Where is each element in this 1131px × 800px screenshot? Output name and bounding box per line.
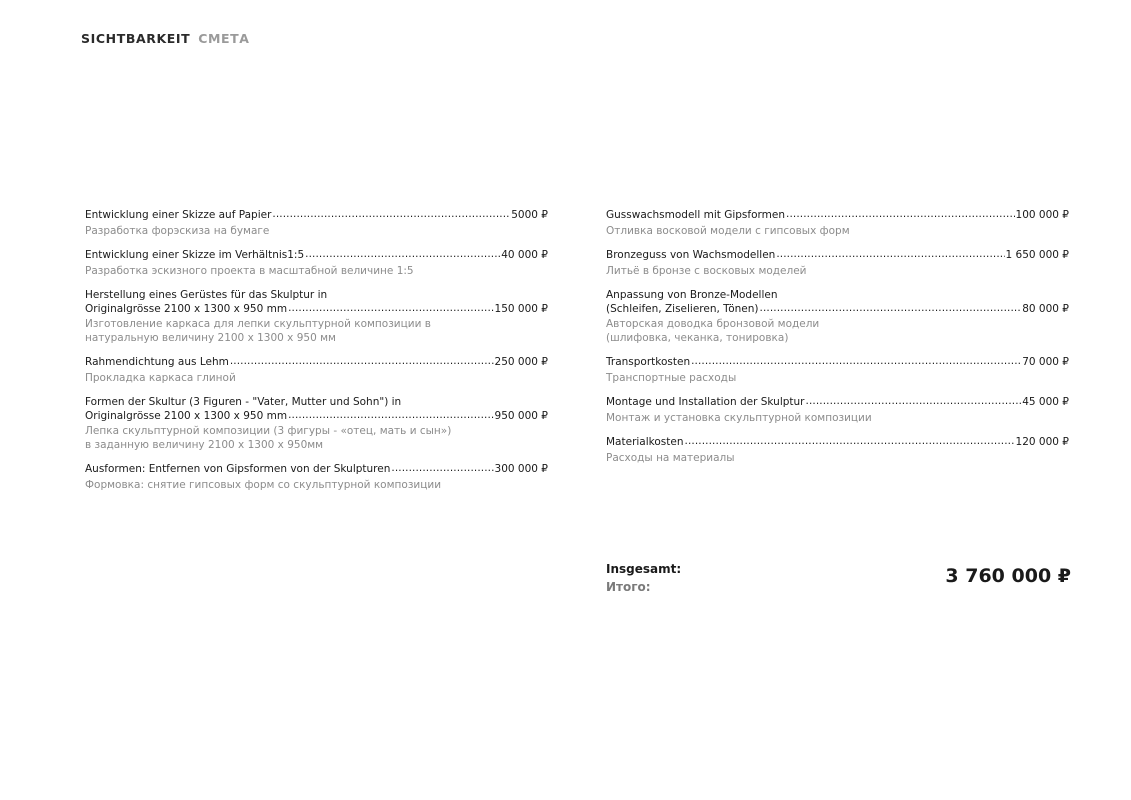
item-description-ru: Лепка скульптурной композиции (3 фигуры - «отец, мать и сын»): [85, 425, 452, 437]
dot-leader: [288, 409, 493, 423]
total-label-ru: Итого:: [606, 580, 651, 594]
item-description-ru: Отливка восковой модели с гипсовых форм: [606, 224, 850, 237]
item-description-ru: Изготовление каркаса для лепки скульптурной композиции в: [85, 318, 431, 330]
estimate-column-right: [606, 209, 1069, 476]
estimate-item: [85, 289, 548, 345]
item-price-line: [85, 356, 548, 370]
item-price: 250 000 ₽: [494, 356, 548, 368]
item-description-de: Bronzeguss von Wachsmodellen: [606, 249, 776, 261]
item-price-line: [85, 303, 548, 317]
item-description-de: Herstellung eines Gerüstes für das Skulptur in: [85, 289, 328, 301]
total-block: [606, 561, 1071, 597]
item-description-ru: Монтаж и установка скульптурной композиции: [606, 411, 872, 424]
item-price: 45 000 ₽: [1022, 396, 1069, 408]
item-price-line: [85, 249, 548, 263]
item-price-line: [85, 410, 548, 424]
item-description-de: Originalgrösse 2100 x 1300 x 950 mm: [85, 302, 288, 315]
dot-leader: [760, 302, 1022, 316]
item-description-de: Entwicklung einer Skizze im Verhältnis1:5: [85, 249, 305, 261]
page-header: [81, 31, 250, 46]
item-price-line: [606, 436, 1069, 450]
item-description-de: Entwicklung einer Skizze auf Papier: [85, 209, 272, 221]
estimate-column-left: [85, 209, 548, 503]
item-description-de: (Schleifen, Ziselieren, Tönen): [606, 302, 759, 315]
item-description-ru: Разработка эскизного проекта в масштабной величине 1:5: [85, 264, 414, 277]
estimate-item: [85, 356, 548, 385]
dot-leader: [786, 208, 1015, 222]
item-description-ru: натуральную величину 2100 х 1300 х 950 мм: [85, 331, 336, 344]
item-description-de: Ausformen: Entfernen von Gipsformen von der Skulpturen: [85, 463, 391, 475]
dot-leader: [272, 208, 510, 222]
item-description-de: Originalgrösse 2100 x 1300 x 950 mm: [85, 409, 288, 422]
item-price: 950 000 ₽: [494, 409, 548, 422]
estimate-item: [606, 356, 1069, 385]
dot-leader: [776, 248, 1004, 262]
total-label-de: Insgesamt:: [606, 562, 682, 576]
item-price-line: [606, 356, 1069, 370]
item-description-ru: (шлифовка, чеканка, тонировка): [606, 331, 789, 344]
dot-leader: [691, 355, 1021, 369]
estimate-item: [606, 249, 1069, 278]
estimate-item: [606, 436, 1069, 465]
dot-leader: [685, 435, 1015, 449]
item-price: 300 000 ₽: [494, 463, 548, 475]
item-price: 5000 ₽: [511, 209, 548, 221]
item-price: 120 000 ₽: [1015, 436, 1069, 448]
item-price: 40 000 ₽: [501, 249, 548, 261]
item-description-de: Rahmendichtung aus Lehm: [85, 356, 229, 368]
item-price-line: [606, 396, 1069, 410]
item-price: 70 000 ₽: [1022, 356, 1069, 368]
item-price-line: [606, 209, 1069, 223]
item-description-ru: Формовка: снятие гипсовых форм со скульптурной композиции: [85, 478, 442, 491]
item-price: 80 000 ₽: [1022, 302, 1069, 315]
item-description-de: Formen der Skultur (3 Figuren - "Vater, Mutter und Sohn") in: [85, 396, 402, 408]
item-price-line: [85, 209, 548, 223]
estimate-item: [606, 396, 1069, 425]
item-description-ru: в заданную величину 2100 х 1300 х 950мм: [85, 438, 324, 451]
estimate-item: [606, 209, 1069, 238]
item-price-line: [85, 463, 548, 477]
estimate-item: [606, 289, 1069, 345]
item-description-ru: Литьё в бронзе с восковых моделей: [606, 264, 807, 277]
header-title: SICHTBARKEIT: [81, 31, 191, 46]
item-price: 1 650 000 ₽: [1005, 249, 1069, 261]
item-price-line: [606, 303, 1069, 317]
item-description-de: Gusswachsmodell mit Gipsformen: [606, 209, 785, 221]
estimate-item: [85, 463, 548, 492]
estimate-item: [85, 396, 548, 452]
item-price: 100 000 ₽: [1015, 209, 1069, 221]
item-description-ru: Разработка форэскиза на бумаге: [85, 224, 270, 237]
item-description-de: Montage und Installation der Skulptur: [606, 396, 805, 408]
total-sum: 3 760 000 ₽: [945, 565, 1071, 587]
item-description-ru: Авторская доводка бронзовой модели: [606, 318, 820, 330]
dot-leader: [305, 248, 500, 262]
estimate-item: [85, 209, 548, 238]
dot-leader: [806, 395, 1022, 409]
item-description-de: Materialkosten: [606, 436, 684, 448]
item-description-de: Anpassung von Bronze-Modellen: [606, 289, 778, 301]
item-description-de: Transportkosten: [606, 356, 691, 368]
header-subtitle: СМЕТА: [198, 31, 250, 46]
item-price: 150 000 ₽: [494, 302, 548, 315]
item-description-ru: Прокладка каркаса глиной: [85, 371, 236, 384]
dot-leader: [288, 302, 493, 316]
item-description-ru: Транспортные расходы: [606, 371, 737, 384]
item-description-ru: Расходы на материалы: [606, 451, 735, 464]
item-price-line: [606, 249, 1069, 263]
dot-leader: [230, 355, 494, 369]
estimate-item: [85, 249, 548, 278]
dot-leader: [391, 462, 493, 476]
